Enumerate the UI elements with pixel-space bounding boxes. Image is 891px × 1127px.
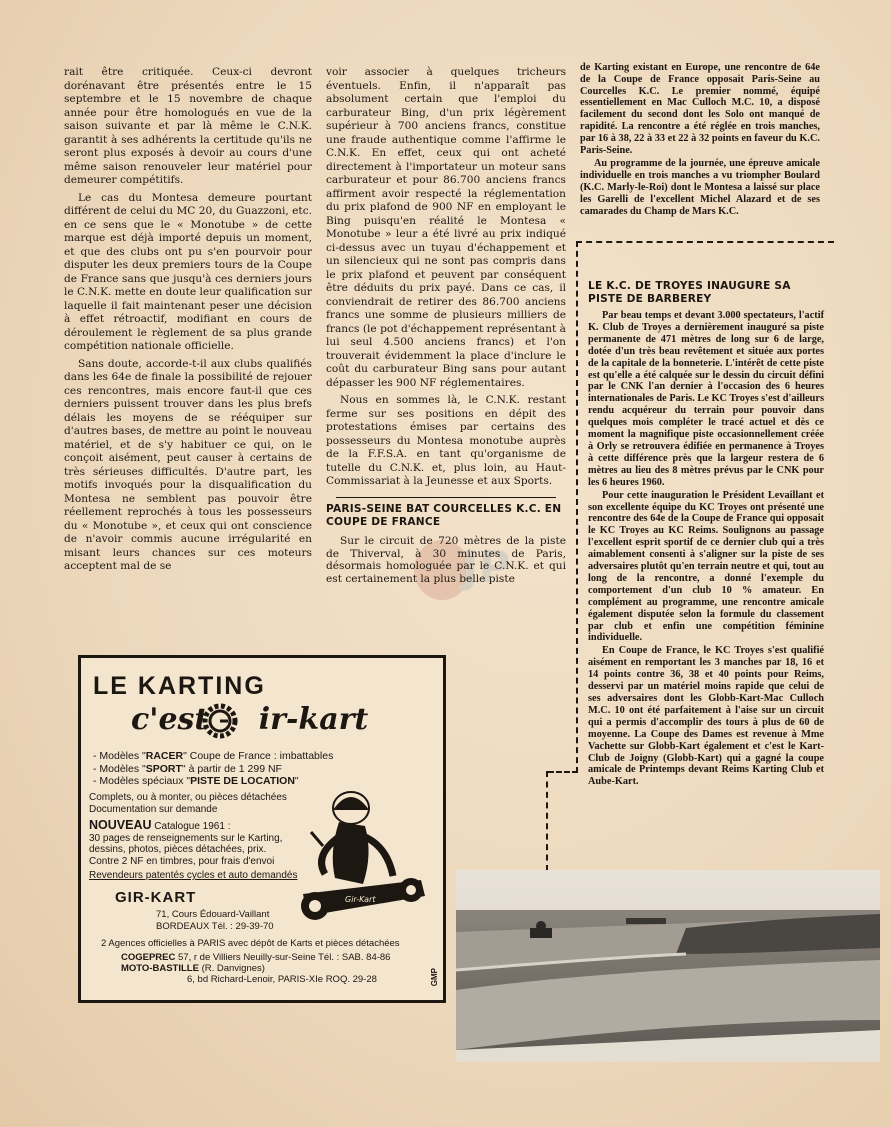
paragraph: Sans doute, accorde-t-il aux clubs qualifiés dans les 64e de finale la possibilité de rejouer ces rencontres, mais encore faut-il que ces derniers puissent trouver dans les plus brefs délais les moyens de se rééquiper sur d'autres bases, de mettre au point le nouveau matériel, et de s'y habituer ce qui, on le conçoit aisément, peut causer à certains de très sérieuses difficultés. D'autre part, les motifs invoqués pour la disqualification du Montesa ne semblent pas pouvoir être réellement reprochés à tous les possesseurs du « Monotube », et ceux qui ont conscience de n'avoir commis aucune irrégularité en misant leurs chances sur ces moteurs acceptent mal de se xyxy=(64,357,312,572)
ad-tagline: c'est ir-kart xyxy=(131,702,369,737)
ad-agency-mark: GMP xyxy=(430,967,439,986)
paragraph: Le cas du Montesa demeure pourtant différent de celui du MC 20, du Guazzoni, etc. en ce sens que le « Monotube » de cette marque est déjà importé depuis un moment, et que des clubs ont pu s'en pourvoir pour disputer les deux premiers tours de la Coupe de France sans que jusqu'à ces derniers jours le C.N.K. mette en doute leur qualification sur laquelle il fait maintenant peser une décision à effet rétroactif, modifiant en cours de déroulement le règlement de sa plus grande compétition nationale officielle. xyxy=(64,191,312,352)
article-column-1 xyxy=(64,66,312,578)
model-list xyxy=(93,750,333,788)
paragraph: Sur le circuit de 720 mètres de la piste de Thiverval, à 30 minutes de Paris, désormais homologuée par le C.N.K. et qui est certainement la plus belle piste xyxy=(326,535,566,585)
svg-text:JP: JP xyxy=(462,542,511,593)
paragraph: Au programme de la journée, une épreuve amicale individuelle en trois manches a vu triompher Boulard (K.C. Marly-le-Roi) dont le Montesa a laissé sur place les Garelli de l'excellent Michel Alazard et de ses camarades du Champ de Mars K.C. xyxy=(580,158,820,217)
dealer-item: COGEPREC 57, r de Villiers Neuilly-sur-Seine Tél. : SAB. 84-86 xyxy=(121,952,391,963)
model-item: - Modèles "RACER" Coupe de France : imbattables xyxy=(93,750,334,762)
divider xyxy=(336,497,556,498)
ad-brand-name: GIR-KART xyxy=(115,889,197,906)
paragraph: En Coupe de France, le KC Troyes s'est qualifié aisément en remportant les 3 manches par 18, 16 et 14 points contre 36, 38 et 40 points pour Reims, desservi par un matériel moins rapide que celui de ses adversaires dont les Globb-Kart-Mac Culloch M.C. 10 ont été parfaitement à l'aise sur un circuit qui a permis d'accomplir des tours à plus de 60 de moyenne. La Coupe des Dames est revenue à Mme Vachette sur Globb-Kart également et c'est le Kart-Club de Joigny (Globb-Kart) qui a gagné la coupe amicale de Printemps devant Reims Karting Club et Aube-Kart. xyxy=(588,645,824,788)
dashed-divider xyxy=(576,241,834,243)
dealer-item: MOTO-BASTILLE (R. Danvignes) xyxy=(121,963,265,975)
dashed-divider xyxy=(548,771,578,773)
ad-catalogue-text: NOUVEAU Catalogue 1961 : 30 pages de renseignements sur le Karting, dessins, photos, pièces détachées, prix. Contre 2 NF en timbres, pour frais d'envoi xyxy=(89,818,283,867)
model-item: - Modèles "SPORT" à partir de 1 299 NF xyxy=(93,762,282,775)
svg-text:Gir-Kart: Gir-Kart xyxy=(345,895,376,904)
paragraph: Par beau temps et devant 3.000 spectateurs, l'actif K. Club de Troyes a dernièrement inauguré sa piste permanente de 471 mètres de long sur 6 de large, dotée d'un très beau revêtement et située aux portes de la capitale de la bonneterie. L'intérêt de cette piste est qu'elle a été calquée sur le dessin du circuit défini par le CNK l'an dernier à l'occasion des 6 heures internationales de Paris. Le KC Troyes s'est d'ailleurs rendu acquéreur du terrain pour pouvoir dans quelques mois compléter le tracé actuel et dès ce moment la magnifique piste occasionnellement créée à Orly se retrouvera édifiée en permanence à Troyes à cette différence près que la largeur restera de 6 mètres au lieu des 8 mètres prévus par le CNK pour les 6 heures 1960. xyxy=(588,310,824,488)
ad-address: 71, Cours Édouard-Vaillant BORDEAUX Tél. : 29-39-70 xyxy=(156,909,274,932)
gir-kart-advertisement xyxy=(78,655,446,1003)
dashed-divider xyxy=(576,241,578,773)
dealer-item: 6, bd Richard-Lenoir, PARIS-XIe ROQ. 29-28 xyxy=(187,974,377,986)
paragraph: Nous en sommes là, le C.N.K. restant ferme sur ses positions en dépit des protestations émises par certains des possesseurs du Montesa monotube auprès de la F.F.S.A. en tant qu'organisme de tutelle du C.N.K. et, plus loin, au Haut-Commissariat à la Jeunesse et aux Sports. xyxy=(326,394,566,487)
gear-logo-icon xyxy=(201,702,239,740)
kart-driver-illustration xyxy=(293,786,433,936)
paragraph: Pour cette inauguration le Président Levaillant et son excellente équipe du KC Troyes ont présenté une rencontre des 64e de la Coupe de France qui opposait le KC Troyes au KC Reims. Soulignons au passage l'excellent esprit sportif de ce dernier club qui a très aimablement consenti à s'aligner sur la piste de ses adversaires plutôt qu'en terrain neutre et qui, tout au long de la rencontre, a donné l'exemple du comportement d'un club 10 % amateur. En complément au programme, une rencontre amicale également disputée selon la formule du classement par club et enfin une compétition féminine individuelle. xyxy=(588,489,824,644)
track-photo xyxy=(456,870,880,1062)
paragraph: de Karting existant en Europe, une rencontre de 64e de la Coupe de France opposait Paris-Seine au Courcelles K.C. Le premier nommé, équipé essentiellement en Mac Culloch M.C. 10, a disposé facilement du second dont les Solo ont manqué de rapidité. La rencontre a été réglée en trois manches, par 16 à 38, 22 à 33 et 22 à 32 points en faveur du K.C. Paris-Seine. xyxy=(580,62,820,156)
paragraph: rait être critiquée. Ceux-ci devront dorénavant être présentés entre le 15 septembre et le 15 novembre de chaque année pour être homologués en vue de la saison suivante et par là même le C.N.K. garantit à ses adhérents la certitude qu'ils ne seront plus exposés à devoir au cours d'une même saison renouveler leur matériel pour demeurer compétitifs. xyxy=(64,66,312,186)
paris-seine-article xyxy=(326,503,566,585)
model-item: - Modèles spéciaux "PISTE DE LOCATION" xyxy=(93,775,299,787)
paris-seine-headline: PARIS-SEINE BAT COURCELLES K.C. EN COUPE DE FRANCE xyxy=(326,503,562,528)
ad-complete-text: Complets, ou à monter, ou pièces détachées Documentation sur demande xyxy=(89,792,287,815)
ad-dealers-wanted: Revendeurs patentés cycles et auto demandés xyxy=(89,870,298,881)
article-column-2 xyxy=(326,66,566,493)
troyes-article xyxy=(588,280,824,792)
ad-title: LE KARTING xyxy=(93,672,266,700)
paragraph: voir associer à quelques tricheurs éventuels. Enfin, il n'apparaît pas absolument certain que l'emploi du carburateur Bing, d'un prix légèrement supérieur à 700 anciens francs, constitue une fraude authentique comme l'affirme le C.N.K. En effet, ceux qui ont acheté directement à l'importateur un moteur sans carburateur et pour 86.700 anciens francs affirment avoir respecté la réglementation du prix plafond de 900 NF en employant le Bing puisqu'en réalité le Montesa « Monotube » leur a été livré au prix indiqué ci-dessus avec un tuyau d'échappement et un silencieux qui ne sont pas compris dans le prix plafond et peuvent par conséquent être déduits du prix payé. Dans ce cas, il conviendrait de retirer des 86.700 anciens francs une somme de plusieurs milliers de francs (le pot d'échappement représentant à lui seul 4.500 anciens francs) et l'on trouverait évidemment la place d'inclure le coût du carburateur Bing sans pour autant dépasser les 900 NF réglementaires. xyxy=(326,66,566,389)
troyes-headline: LE K.C. DE TROYES INAUGURE SA PISTE DE BARBEREY xyxy=(588,280,791,305)
ad-dealer-list xyxy=(121,952,390,986)
article-column-3 xyxy=(580,62,820,221)
dashed-divider xyxy=(546,771,548,871)
ad-agencies: 2 Agences officielles à PARIS avec dépôt de Karts et pièces détachées xyxy=(101,938,400,949)
